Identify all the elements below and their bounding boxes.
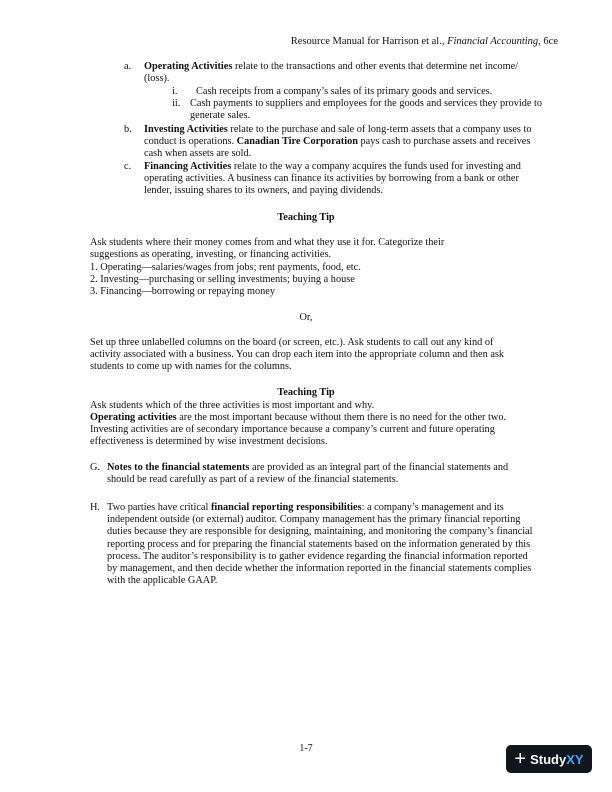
or-separator: Or, xyxy=(299,312,313,323)
item-c: c. Financing Activities relate to the way a company acquires the funds used for investing and operating activities. A business can finance its activities by borrowing from a bank or other lender, issuing shares to its owners, and paying dividends. xyxy=(124,161,521,197)
tip1-paragraph: Set up three unlabelled columns on the board (or screen, etc.). Ask students to call out any kind of activity associated with a business. You can drop each item into the appropriate column and then ask students to come up with names for the columns. xyxy=(90,337,505,373)
studyxy-badge[interactable] xyxy=(506,745,592,773)
plus-icon: + xyxy=(514,748,527,770)
item-a: a. Operating Activities relate to the transactions and other events that determine net income/ (loss). xyxy=(124,61,519,85)
item-b: b. Investing Activities relate to the purchase and sale of long-term assets that a company uses to conduct is operations. Canadian Tire Corporation pays cash to purchase assets and receives cash when assets are sold. xyxy=(124,124,532,160)
tip1-list xyxy=(90,262,522,299)
teaching-tip-title-2: Teaching Tip xyxy=(277,387,335,398)
item-g: G. Notes to the financial statements are provided as an integral part of the financial statements and should be read carefully as part of a review of the financial statements. xyxy=(90,462,509,486)
item-a-ii: ii. Cash payments to suppliers and employees for the goods and services they provide to generate sales. xyxy=(172,98,543,122)
badge-xy: XY xyxy=(566,751,584,767)
tip2-question: Ask students which of the three activities is most important and why. xyxy=(90,400,375,411)
teaching-tip-title-1: Teaching Tip xyxy=(277,212,335,223)
badge-study: Study xyxy=(530,751,567,767)
page-number: 1-7 xyxy=(299,743,313,754)
list-item: 2. Investing—purchasing or selling investments; buying a house xyxy=(90,274,355,286)
list-item: 1. Operating—salaries/wages from jobs; rent payments, food, etc. xyxy=(90,262,361,273)
running-header: Resource Manual for Harrison et al., Financial Accounting, 6ce xyxy=(290,36,558,47)
book-title: Financial Accounting xyxy=(447,36,539,47)
list-item: 3. Financing—borrowing or repaying money xyxy=(90,286,276,298)
item-h: H. Two parties have critical financial reporting responsibilities: a company’s management and its independent outside (or external) auditor. Company management has the primary financial reporting duties because they are responsible for designing, maintaining, and monitoring the company’s financial reporting process and for preparing the financial statements based on the information generated by this process. The auditor’s responsibility is to gather evidence regarding the financial information reported by management, and then decide whether the information reported in the financial statements complies with the applicable GAAP. xyxy=(90,502,533,587)
tip2-paragraph: Operating activities are the most important because without them there is no need for the other two. Investing activities are of secondary importance because a company’s current and future operating effectiveness is determined by wise investment decisions. xyxy=(90,412,507,448)
item-a-i: i. Cash receipts from a company’s sales of its primary goods and services. xyxy=(172,86,493,97)
tip1-intro: Ask students where their money comes from and what they use it for. Categorize their suggestions as operating, investing, or financing activities. xyxy=(90,237,445,261)
